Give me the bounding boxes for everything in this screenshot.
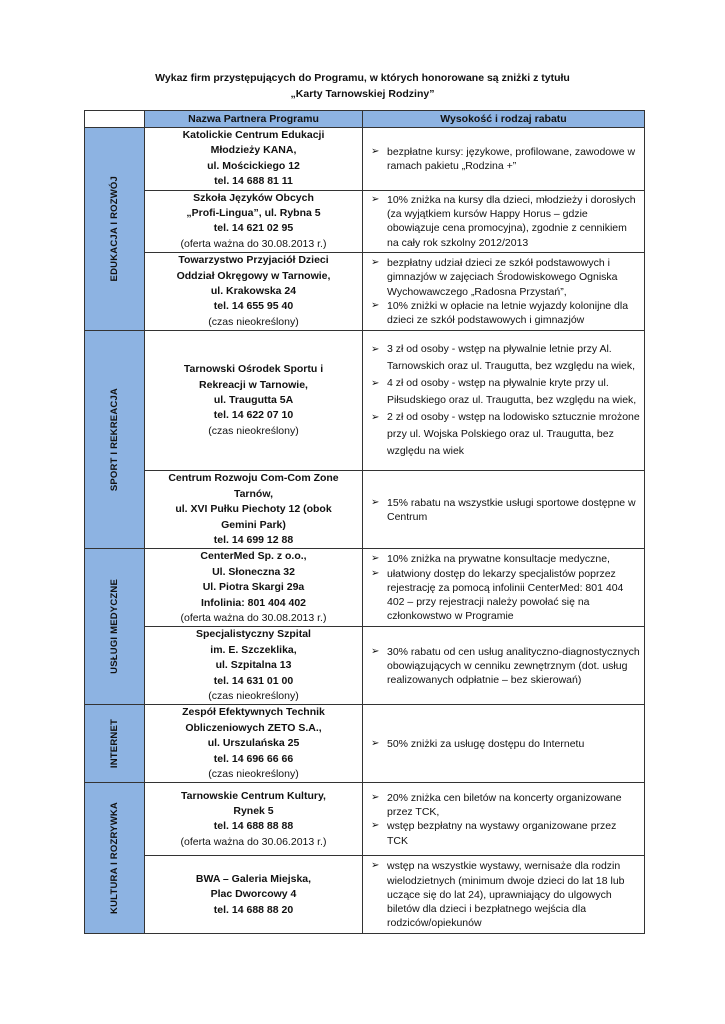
discount-list [367, 645, 640, 688]
partner-line: Ul. Słoneczna 32 [212, 565, 295, 578]
partner-line: Oddział Okręgowy w Tarnowie, [176, 269, 331, 282]
discount-text: 10% zniżki w opłacie na letnie wyjazdy kolonijne dla dzieci ze szkół podstawowych i gimnazjów [387, 299, 629, 327]
header-corner [85, 111, 145, 128]
partner-line: (oferta ważna do 30.06.2013 r.) [180, 835, 327, 848]
discount-item [367, 859, 640, 930]
partner-line: ul. Mościckiego 12 [207, 159, 300, 172]
arrow-bullet-icon: ➢ [371, 496, 380, 508]
partner-line: CenterMed Sp. z o.o., [200, 550, 307, 563]
discount-text: 30% rabatu od cen usług analityczno-diagnostycznych obowiązujących w cenniku zewnętrznym (dot. usług realizowanych odpłatnie – bez skierowań) [387, 645, 640, 686]
partner-cell [145, 190, 363, 253]
discount-text: 10% zniżka na kursy dla dzieci, młodzieży i dorosłych (za wyjątkiem kursów Happy Horus – gdzie obowiązuje cena promocyjna), zgodnie z cennikiem na cały rok szkolny 2012/2013 [387, 194, 636, 249]
partner-line: Szkoła Języków Obcych [193, 191, 314, 204]
partner-line: tel. 14 655 95 40 [213, 300, 294, 313]
discount-text: 20% zniżka cen biletów na koncerty organizowane przez TCK, [387, 792, 622, 819]
partner-line: Rynek 5 [233, 805, 274, 817]
category-wrap [85, 802, 144, 914]
discount-list [367, 193, 640, 250]
partner-line: Tarnów, [233, 487, 274, 500]
arrow-bullet-icon: ➢ [371, 820, 380, 832]
table-row [85, 705, 645, 783]
discount-cell [363, 190, 645, 253]
partner-line: Plac Dworcowy 4 [210, 888, 297, 901]
table-row [85, 856, 645, 934]
discount-item [367, 791, 640, 819]
arrow-bullet-icon: ➢ [371, 257, 380, 269]
table-row [85, 253, 645, 331]
arrow-bullet-icon: ➢ [371, 860, 380, 872]
category-wrap [85, 176, 144, 281]
partner-line: ul. Krakowska 24 [210, 285, 297, 298]
discount-list [367, 552, 640, 623]
partner-line: Gemini Park) [221, 518, 286, 531]
partner-line: ul. Traugutta 5A [213, 394, 294, 407]
partner-line: „Profi-Lingua”, ul. Rybna 5 [186, 207, 321, 220]
category-wrap [85, 719, 144, 768]
discount-cell [363, 471, 645, 549]
discount-item [367, 193, 640, 250]
table-row [85, 549, 645, 627]
discount-list [367, 859, 640, 930]
category-cell-internet [85, 705, 145, 783]
category-cell-medyczne [85, 549, 145, 705]
discount-item [367, 819, 640, 847]
partner-line: Specjalistyczny Szpital [196, 628, 311, 641]
partner-line: (oferta ważna do 30.08.2013 r.) [180, 237, 327, 250]
partner-line: tel. 14 688 88 20 [213, 903, 294, 916]
partner-line: Młodzieży KANA, [210, 144, 297, 157]
partner-line: Centrum Rozwoju Com-Com Zone [168, 472, 339, 485]
partner-line: BWA – Galeria Miejska, [195, 872, 312, 885]
discount-item [367, 256, 640, 299]
discount-cell [363, 856, 645, 934]
arrow-bullet-icon: ➢ [371, 792, 380, 803]
document-title [0, 70, 725, 102]
partner-cell [145, 331, 363, 471]
partner-line: tel. 14 621 02 95 [213, 222, 294, 235]
discount-text: 50% zniżki za usługę dostępu do Internetu [387, 737, 585, 750]
discount-item [367, 341, 640, 375]
header-partner: Nazwa Partnera Programu [145, 111, 363, 128]
category-label: USŁUGI MEDYCZNE [109, 579, 120, 675]
table-row [85, 190, 645, 253]
partner-cell [145, 549, 363, 627]
discount-item [367, 375, 640, 409]
partner-line: Infolinia: 801 404 402 [200, 596, 307, 609]
discount-item [367, 645, 640, 688]
category-wrap [85, 579, 144, 674]
discount-text: wstęp na wszystkie wystawy, wernisaże dla rodzin wielodzietnych (minimum dwoje dzieci do lat 18 lub uczące się do lat 24), uprawniający do ulgowych biletów dla dzieci i bezpłatnego wejścia dla rodziców/opiekunów [387, 860, 625, 930]
table-row [85, 627, 645, 705]
discount-cell [363, 331, 645, 471]
partner-cell [145, 627, 363, 705]
arrow-bullet-icon: ➢ [371, 412, 380, 424]
category-cell-kultura [85, 783, 145, 934]
partner-cell [145, 783, 363, 856]
category-cell-edukacja [85, 128, 145, 331]
category-label: EDUKACJA I ROZWÓJ [109, 176, 120, 282]
discount-item [367, 737, 640, 751]
discount-text: wstęp bezpłatny na wystawy organizowane przez TCK [387, 820, 617, 847]
category-cell-sport [85, 331, 145, 549]
partner-line: (czas nieokreślony) [208, 424, 299, 437]
category-label: KULTURA I ROZRYWKA [109, 802, 120, 915]
discount-list [367, 737, 640, 751]
partner-cell [145, 471, 363, 549]
partner-line: Obliczeniowych ZETO S.A., [185, 721, 322, 734]
discount-text: 4 zł od osoby - wstęp na pływalnie kryte przy ul. Piłsudskiego oraz ul. Traugutta, bez względu na wiek, [387, 377, 637, 407]
partner-cell [145, 705, 363, 783]
discount-text: 15% rabatu na wszystkie usługi sportowe dostępne w Centrum [387, 496, 636, 523]
partner-line: (czas nieokreślony) [208, 689, 299, 702]
arrow-bullet-icon: ➢ [371, 567, 380, 579]
table-row [85, 783, 645, 856]
discount-list [367, 496, 640, 524]
title-line-2: „Karty Tarnowskiej Rodziny” [290, 88, 435, 100]
category-wrap [85, 388, 144, 491]
arrow-bullet-icon: ➢ [371, 299, 380, 311]
title-line-1: Wykaz firm przystępujących do Programu, w których honorowane są zniżki z tytułu [155, 72, 570, 84]
discount-cell [363, 549, 645, 627]
discount-item [367, 299, 640, 327]
partner-line: Tarnowski Ośrodek Sportu i [183, 363, 324, 376]
discount-item [367, 567, 640, 624]
discount-item [367, 496, 640, 524]
partner-line: Rekreacji w Tarnowie, [199, 378, 308, 391]
discount-text: bezpłatne kursy: językowe, profilowane, zawodowe w ramach pakietu „Rodzina +” [387, 145, 636, 172]
partner-cell [145, 253, 363, 331]
partner-line: im. E. Szczeklika, [210, 643, 297, 656]
partners-table [84, 110, 645, 934]
table-header-row [85, 111, 645, 128]
discount-text: 2 zł od osoby - wstęp na lodowisko sztucznie mrożone przy ul. Wojska Polskiego oraz ul. Traugutta, bez względu na wiek [387, 411, 640, 458]
discount-item [367, 552, 640, 566]
discount-text: 3 zł od osoby - wstęp na pływalnie letnie przy Al. Tarnowskich oraz ul. Traugutta, bez względu na wiek, [387, 343, 636, 373]
discount-item [367, 145, 640, 173]
discount-cell [363, 128, 645, 191]
arrow-bullet-icon: ➢ [371, 194, 380, 206]
arrow-bullet-icon: ➢ [371, 145, 380, 157]
discount-list [367, 341, 640, 460]
partner-line: tel. 14 688 88 88 [213, 820, 294, 833]
partner-line: ul. Szpitalna 13 [215, 659, 292, 672]
partner-line: tel. 14 699 12 88 [213, 533, 294, 546]
discount-cell [363, 705, 645, 783]
discount-list [367, 256, 640, 327]
partner-line: tel. 14 688 81 11 [214, 175, 293, 188]
partner-line: Ul. Piotra Skargi 29a [202, 581, 305, 594]
arrow-bullet-icon: ➢ [371, 344, 380, 356]
discount-list [367, 145, 640, 173]
table-row [85, 128, 645, 191]
partner-cell [145, 856, 363, 934]
partner-line: Zespół Efektywnych Technik [182, 706, 325, 719]
arrow-bullet-icon: ➢ [371, 737, 380, 749]
partner-line: (czas nieokreślony) [208, 315, 299, 328]
category-label: INTERNET [109, 719, 120, 769]
partner-line: (oferta ważna do 30.08.2013 r.) [180, 611, 327, 624]
partner-line: tel. 14 631 01 00 [213, 674, 294, 687]
discount-text: 10% zniżka na prywatne konsultacje medyczne, [387, 553, 610, 566]
header-discount: Wysokość i rodzaj rabatu [363, 111, 645, 128]
partner-line: tel. 14 622 07 10 [213, 409, 294, 422]
arrow-bullet-icon: ➢ [371, 645, 380, 657]
partner-cell [145, 128, 363, 191]
partner-line: ul. XVI Pułku Piechoty 12 (obok [175, 503, 332, 516]
partner-line: (czas nieokreślony) [208, 768, 299, 780]
table-row [85, 331, 645, 471]
discount-cell [363, 627, 645, 705]
arrow-bullet-icon: ➢ [371, 553, 380, 565]
category-label: SPORT I REKREACJA [109, 388, 120, 492]
partner-line: ul. Urszulańska 25 [207, 737, 300, 750]
partner-line: tel. 14 696 66 66 [213, 752, 294, 765]
partner-line: Tarnowskie Centrum Kultury, [181, 789, 326, 802]
discount-item [367, 409, 640, 460]
table-row [85, 471, 645, 549]
discount-cell [363, 783, 645, 856]
discount-text: ułatwiony dostęp do lekarzy specjalistów poprzez rejestrację za pomocą infolinii CenterMed: 801 404 402 – przy rejestracji należy powołać się na członkowstwo w Programie [387, 567, 624, 623]
discount-text: bezpłatny udział dzieci ze szkół podstawowych i gimnazjów w zajęciach Środowiskowego Ogniska Wychowawczego „Radosna Przystań”, [387, 257, 618, 298]
discount-cell [363, 253, 645, 331]
partner-line: Katolickie Centrum Edukacji [182, 129, 325, 141]
partner-line: Towarzystwo Przyjaciół Dzieci [178, 254, 329, 267]
arrow-bullet-icon: ➢ [371, 378, 380, 390]
discount-list [367, 791, 640, 848]
